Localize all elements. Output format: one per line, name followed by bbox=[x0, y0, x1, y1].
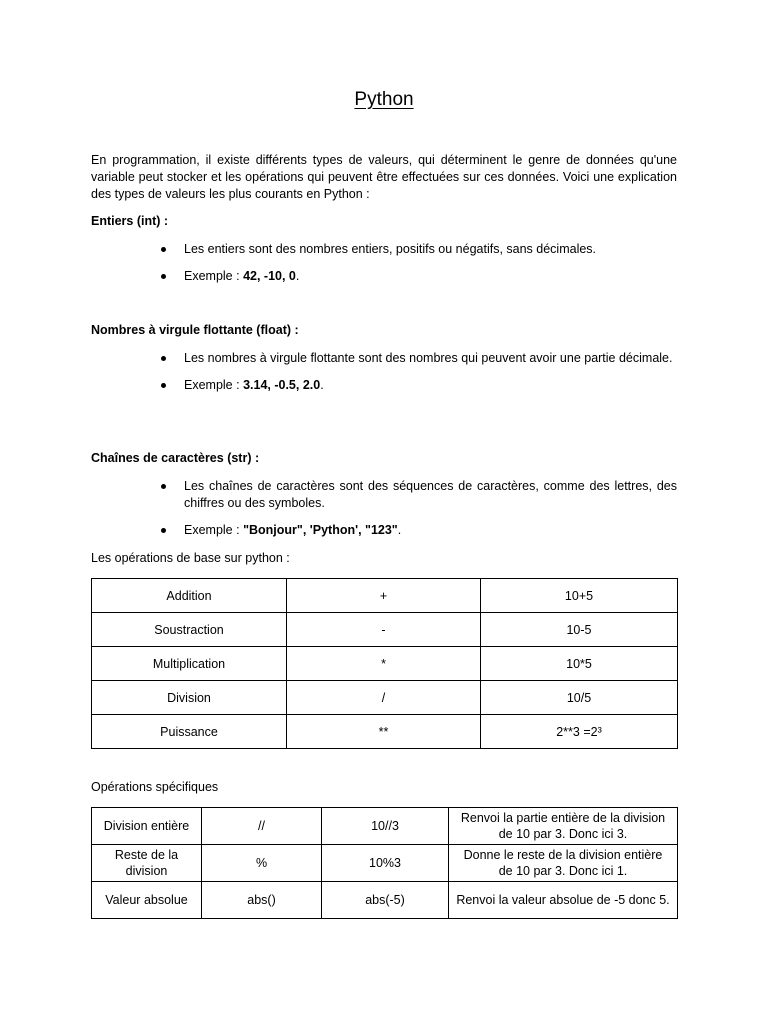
table-row bbox=[92, 882, 678, 919]
table-cell: Soustraction bbox=[92, 613, 287, 647]
list-item: Exemple : 3.14, -0.5, 2.0. bbox=[91, 377, 677, 394]
bullet-icon bbox=[161, 274, 166, 279]
table-cell: Reste de la division bbox=[92, 845, 202, 882]
table-cell: - bbox=[287, 613, 481, 647]
table-row bbox=[92, 681, 678, 715]
table-cell: / bbox=[287, 681, 481, 715]
table-cell: ** bbox=[287, 715, 481, 749]
heading-str: Chaînes de caractères (str) : bbox=[91, 451, 260, 465]
table-cell: Division bbox=[92, 681, 287, 715]
list-item: Les chaînes de caractères sont des séquences de caractères, comme des lettres, des chiffres ou des symboles. bbox=[91, 478, 677, 512]
bullet-icon bbox=[161, 247, 166, 252]
basic-ops-table bbox=[91, 578, 678, 749]
specific-ops-table bbox=[91, 807, 678, 919]
heading-int: Entiers (int) : bbox=[91, 214, 169, 228]
intro-paragraph: En programmation, il existe différents types de valeurs, qui déterminent le genre de données qu'une variable peut stocker et les opérations qui peuvent être effectuées sur ces données. Voici une explication des types de valeurs les plus courants en Python : bbox=[91, 153, 677, 201]
table-cell: Division entière bbox=[92, 808, 202, 845]
table-cell: Donne le reste de la division entière de 10 par 3. Donc ici 1. bbox=[449, 845, 678, 882]
table-row bbox=[92, 579, 678, 613]
table-cell: 2**3 =2³ bbox=[481, 715, 678, 749]
table-cell: Puissance bbox=[92, 715, 287, 749]
list-item: Exemple : "Bonjour", 'Python', "123". bbox=[91, 522, 677, 539]
table-cell: 10*5 bbox=[481, 647, 678, 681]
table-cell: 10//3 bbox=[322, 808, 449, 845]
page-title: Python bbox=[354, 89, 414, 110]
table-cell: % bbox=[202, 845, 322, 882]
table-row bbox=[92, 647, 678, 681]
table-cell: 10+5 bbox=[481, 579, 678, 613]
list-float bbox=[91, 350, 677, 404]
table-cell: + bbox=[287, 579, 481, 613]
list-str bbox=[91, 478, 677, 549]
table-row bbox=[92, 613, 678, 647]
basic-ops-label: Les opérations de base sur python : bbox=[91, 551, 290, 565]
list-item: Les nombres à virgule flottante sont des nombres qui peuvent avoir une partie décimale. bbox=[91, 350, 677, 367]
table-cell: Renvoi la partie entière de la division de 10 par 3. Donc ici 3. bbox=[449, 808, 678, 845]
bullet-icon bbox=[161, 528, 166, 533]
table-cell: 10/5 bbox=[481, 681, 678, 715]
bullet-icon bbox=[161, 383, 166, 388]
table-cell: abs() bbox=[202, 882, 322, 919]
table-row bbox=[92, 715, 678, 749]
table-cell: Renvoi la valeur absolue de -5 donc 5. bbox=[449, 882, 678, 919]
table-cell: Addition bbox=[92, 579, 287, 613]
table-cell: Multiplication bbox=[92, 647, 287, 681]
table-row bbox=[92, 845, 678, 882]
table-cell: abs(-5) bbox=[322, 882, 449, 919]
table-cell: // bbox=[202, 808, 322, 845]
table-row bbox=[92, 808, 678, 845]
list-int bbox=[91, 241, 677, 295]
heading-float: Nombres à virgule flottante (float) : bbox=[91, 323, 299, 337]
list-item: Les entiers sont des nombres entiers, positifs ou négatifs, sans décimales. bbox=[91, 241, 677, 258]
specific-ops-label: Opérations spécifiques bbox=[91, 780, 219, 794]
table-cell: * bbox=[287, 647, 481, 681]
table-cell: Valeur absolue bbox=[92, 882, 202, 919]
table-cell: 10-5 bbox=[481, 613, 678, 647]
list-item: Exemple : 42, -10, 0. bbox=[91, 268, 677, 285]
table-cell: 10%3 bbox=[322, 845, 449, 882]
bullet-icon bbox=[161, 484, 166, 489]
bullet-icon bbox=[161, 356, 166, 361]
